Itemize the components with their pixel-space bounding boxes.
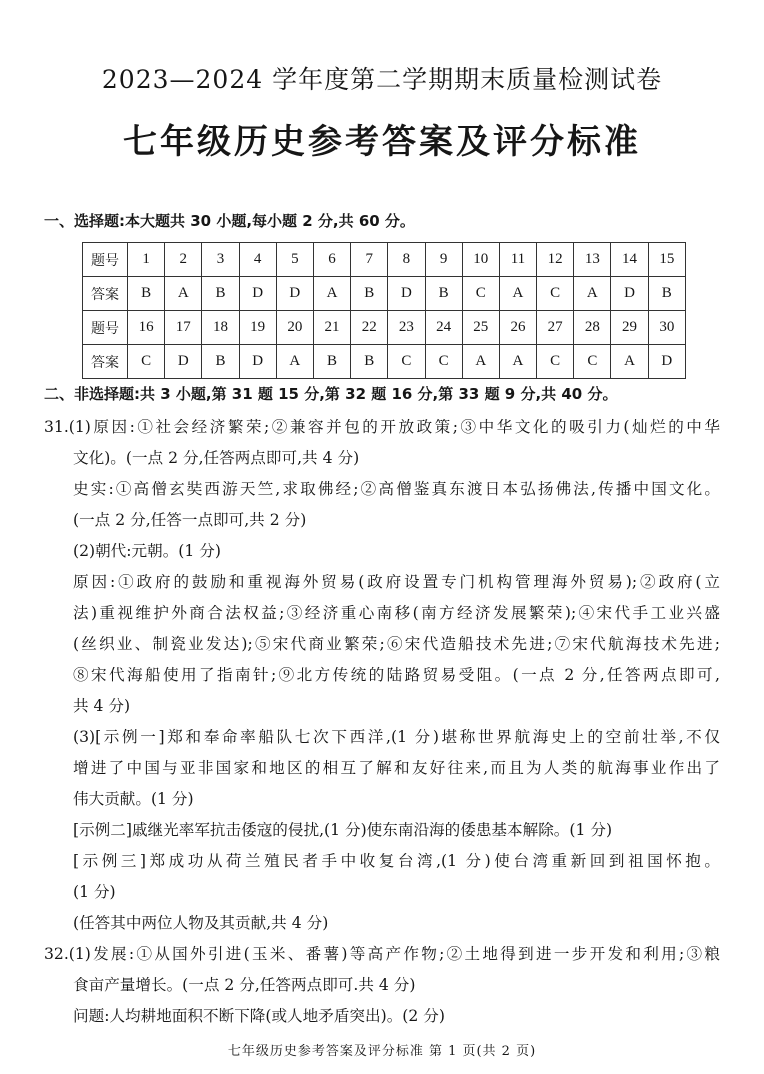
- question-number-cell: 8: [388, 243, 425, 277]
- answer-line: 食亩产量增长。(一点 2 分,任答两点即可.共 4 分): [73, 976, 416, 994]
- answer-cell: D: [648, 345, 685, 379]
- question-number-cell: 12: [537, 243, 574, 277]
- answer-cell: A: [462, 345, 499, 379]
- question-number-cell: 4: [239, 243, 276, 277]
- question-number-cell: 22: [351, 311, 388, 345]
- question-number-cell: 10: [462, 243, 499, 277]
- section-1-heading: 一、选择题:本大题共 30 小题,每小题 2 分,共 60 分。: [44, 212, 415, 230]
- answer-line: (一点 2 分,任答一点即可,共 2 分): [73, 511, 307, 529]
- question-number-cell: 26: [499, 311, 536, 345]
- question-number-cell: 20: [276, 311, 313, 345]
- answer-cell: A: [165, 277, 202, 311]
- question-number-cell: 1: [128, 243, 165, 277]
- answer-cell: B: [648, 277, 685, 311]
- answer-cell: D: [165, 345, 202, 379]
- question-number-cell: 29: [611, 311, 648, 345]
- answer-cell: B: [202, 345, 239, 379]
- answer-cell: C: [574, 345, 611, 379]
- question-number-cell: 19: [239, 311, 276, 345]
- page-footer: 七年级历史参考答案及评分标准 第 1 页(共 2 页): [227, 1044, 537, 1059]
- answer-cell: D: [239, 345, 276, 379]
- question-number-cell: 16: [128, 311, 165, 345]
- answer-cell: A: [313, 277, 350, 311]
- multiple-choice-answer-table: [82, 242, 686, 379]
- answer-cell: C: [425, 345, 462, 379]
- answer-line: 增进了中国与亚非国家和地区的相互了解和友好往来,而且为人类的航海事业作出了: [73, 759, 720, 777]
- question-number-cell: 2: [165, 243, 202, 277]
- answer-line: 伟大贡献。(1 分): [73, 790, 194, 808]
- question-number-cell: 5: [276, 243, 313, 277]
- answer-cell: D: [388, 277, 425, 311]
- answer-line: 31.(1)原因:①社会经济繁荣;②兼容并包的开放政策;③中华文化的吸引力(灿烂的中华: [44, 418, 720, 436]
- answer-line: ⑧宋代海船使用了指南针;⑨北方传统的陆路贸易受阻。(一点 2 分,任答两点即可,: [73, 666, 720, 684]
- question-number-cell: 9: [425, 243, 462, 277]
- answer-line: 文化)。(一点 2 分,任答两点即可,共 4 分): [73, 449, 360, 467]
- question-number-cell: 27: [537, 311, 574, 345]
- question-number-cell: 13: [574, 243, 611, 277]
- answer-cell: D: [611, 277, 648, 311]
- answer-cell: A: [611, 345, 648, 379]
- question-number-cell: 3: [202, 243, 239, 277]
- question-number-cell: 15: [648, 243, 685, 277]
- question-number-cell: 28: [574, 311, 611, 345]
- row-header-cell: 答案: [83, 345, 128, 379]
- answer-cell: B: [351, 345, 388, 379]
- answer-cell: D: [239, 277, 276, 311]
- answer-line: 32.(1)发展:①从国外引进(玉米、番薯)等高产作物;②土地得到进一步开发和利用;③粮: [44, 945, 720, 963]
- answer-line: (任答其中两位人物及其贡献,共 4 分): [73, 914, 329, 932]
- question-number-cell: 11: [499, 243, 536, 277]
- answer-cell: B: [313, 345, 350, 379]
- answer-line: 法)重视维护外商合法权益;③经济重心南移(南方经济发展繁荣);④宋代手工业兴盛: [73, 604, 720, 622]
- answer-cell: C: [537, 277, 574, 311]
- row-header-cell: 答案: [83, 277, 128, 311]
- row-header-cell: 题号: [83, 311, 128, 345]
- answer-line: 问题:人均耕地面积不断下降(或人地矛盾突出)。(2 分): [73, 1007, 445, 1025]
- answer-cell: B: [351, 277, 388, 311]
- answer-cell: B: [128, 277, 165, 311]
- question-number-cell: 23: [388, 311, 425, 345]
- answer-cell: C: [128, 345, 165, 379]
- answer-cell: A: [499, 277, 536, 311]
- answer-cell: D: [276, 277, 313, 311]
- question-number-cell: 7: [351, 243, 388, 277]
- question-number-cell: 25: [462, 311, 499, 345]
- answer-cell: B: [425, 277, 462, 311]
- question-number-cell: 24: [425, 311, 462, 345]
- answer-table-row: [83, 243, 686, 277]
- question-number-cell: 17: [165, 311, 202, 345]
- question-number-cell: 6: [313, 243, 350, 277]
- answer-table-row: [83, 345, 686, 379]
- answer-table-row: [83, 277, 686, 311]
- answer-line: (丝织业、制瓷业发达);⑤宋代商业繁荣;⑥宋代造船技术先进;⑦宋代航海技术先进;: [73, 635, 720, 653]
- answer-cell: A: [499, 345, 536, 379]
- answer-line: 史实:①高僧玄奘西游天竺,求取佛经;②高僧鉴真东渡日本弘扬佛法,传播中国文化。: [73, 480, 720, 498]
- question-number-cell: 18: [202, 311, 239, 345]
- question-number-cell: 14: [611, 243, 648, 277]
- answer-table-row: [83, 311, 686, 345]
- answer-cell: B: [202, 277, 239, 311]
- question-number-cell: 21: [313, 311, 350, 345]
- row-header-cell: 题号: [83, 243, 128, 277]
- exam-title: 2023—2024 学年度第二学期期末质量检测试卷: [101, 65, 663, 94]
- answer-line: [示例二]戚继光率军抗击倭寇的侵扰,(1 分)使东南沿海的倭患基本解除。(1 分): [73, 821, 613, 839]
- answer-line: (2)朝代:元朝。(1 分): [73, 542, 221, 560]
- answer-line: 原因:①政府的鼓励和重视海外贸易(政府设置专门机构管理海外贸易);②政府(立: [73, 573, 720, 591]
- answer-line: (3)[示例一]郑和奉命率船队七次下西洋,(1 分)堪称世界航海史上的空前壮举,不仅: [73, 728, 720, 746]
- answer-cell: C: [462, 277, 499, 311]
- answer-cell: A: [276, 345, 313, 379]
- answer-cell: A: [574, 277, 611, 311]
- section-2-heading: 二、非选择题:共 3 小题,第 31 题 15 分,第 32 题 16 分,第 33 题 9 分,共 40 分。: [44, 385, 618, 403]
- answer-line: [示例三]郑成功从荷兰殖民者手中收复台湾,(1 分)使台湾重新回到祖国怀抱。: [73, 852, 720, 870]
- answer-cell: C: [388, 345, 425, 379]
- answer-line: (1 分): [73, 883, 116, 901]
- document-title: 七年级历史参考答案及评分标准: [123, 122, 641, 162]
- answer-cell: C: [537, 345, 574, 379]
- answer-line: 共 4 分): [73, 697, 131, 715]
- question-number-cell: 30: [648, 311, 685, 345]
